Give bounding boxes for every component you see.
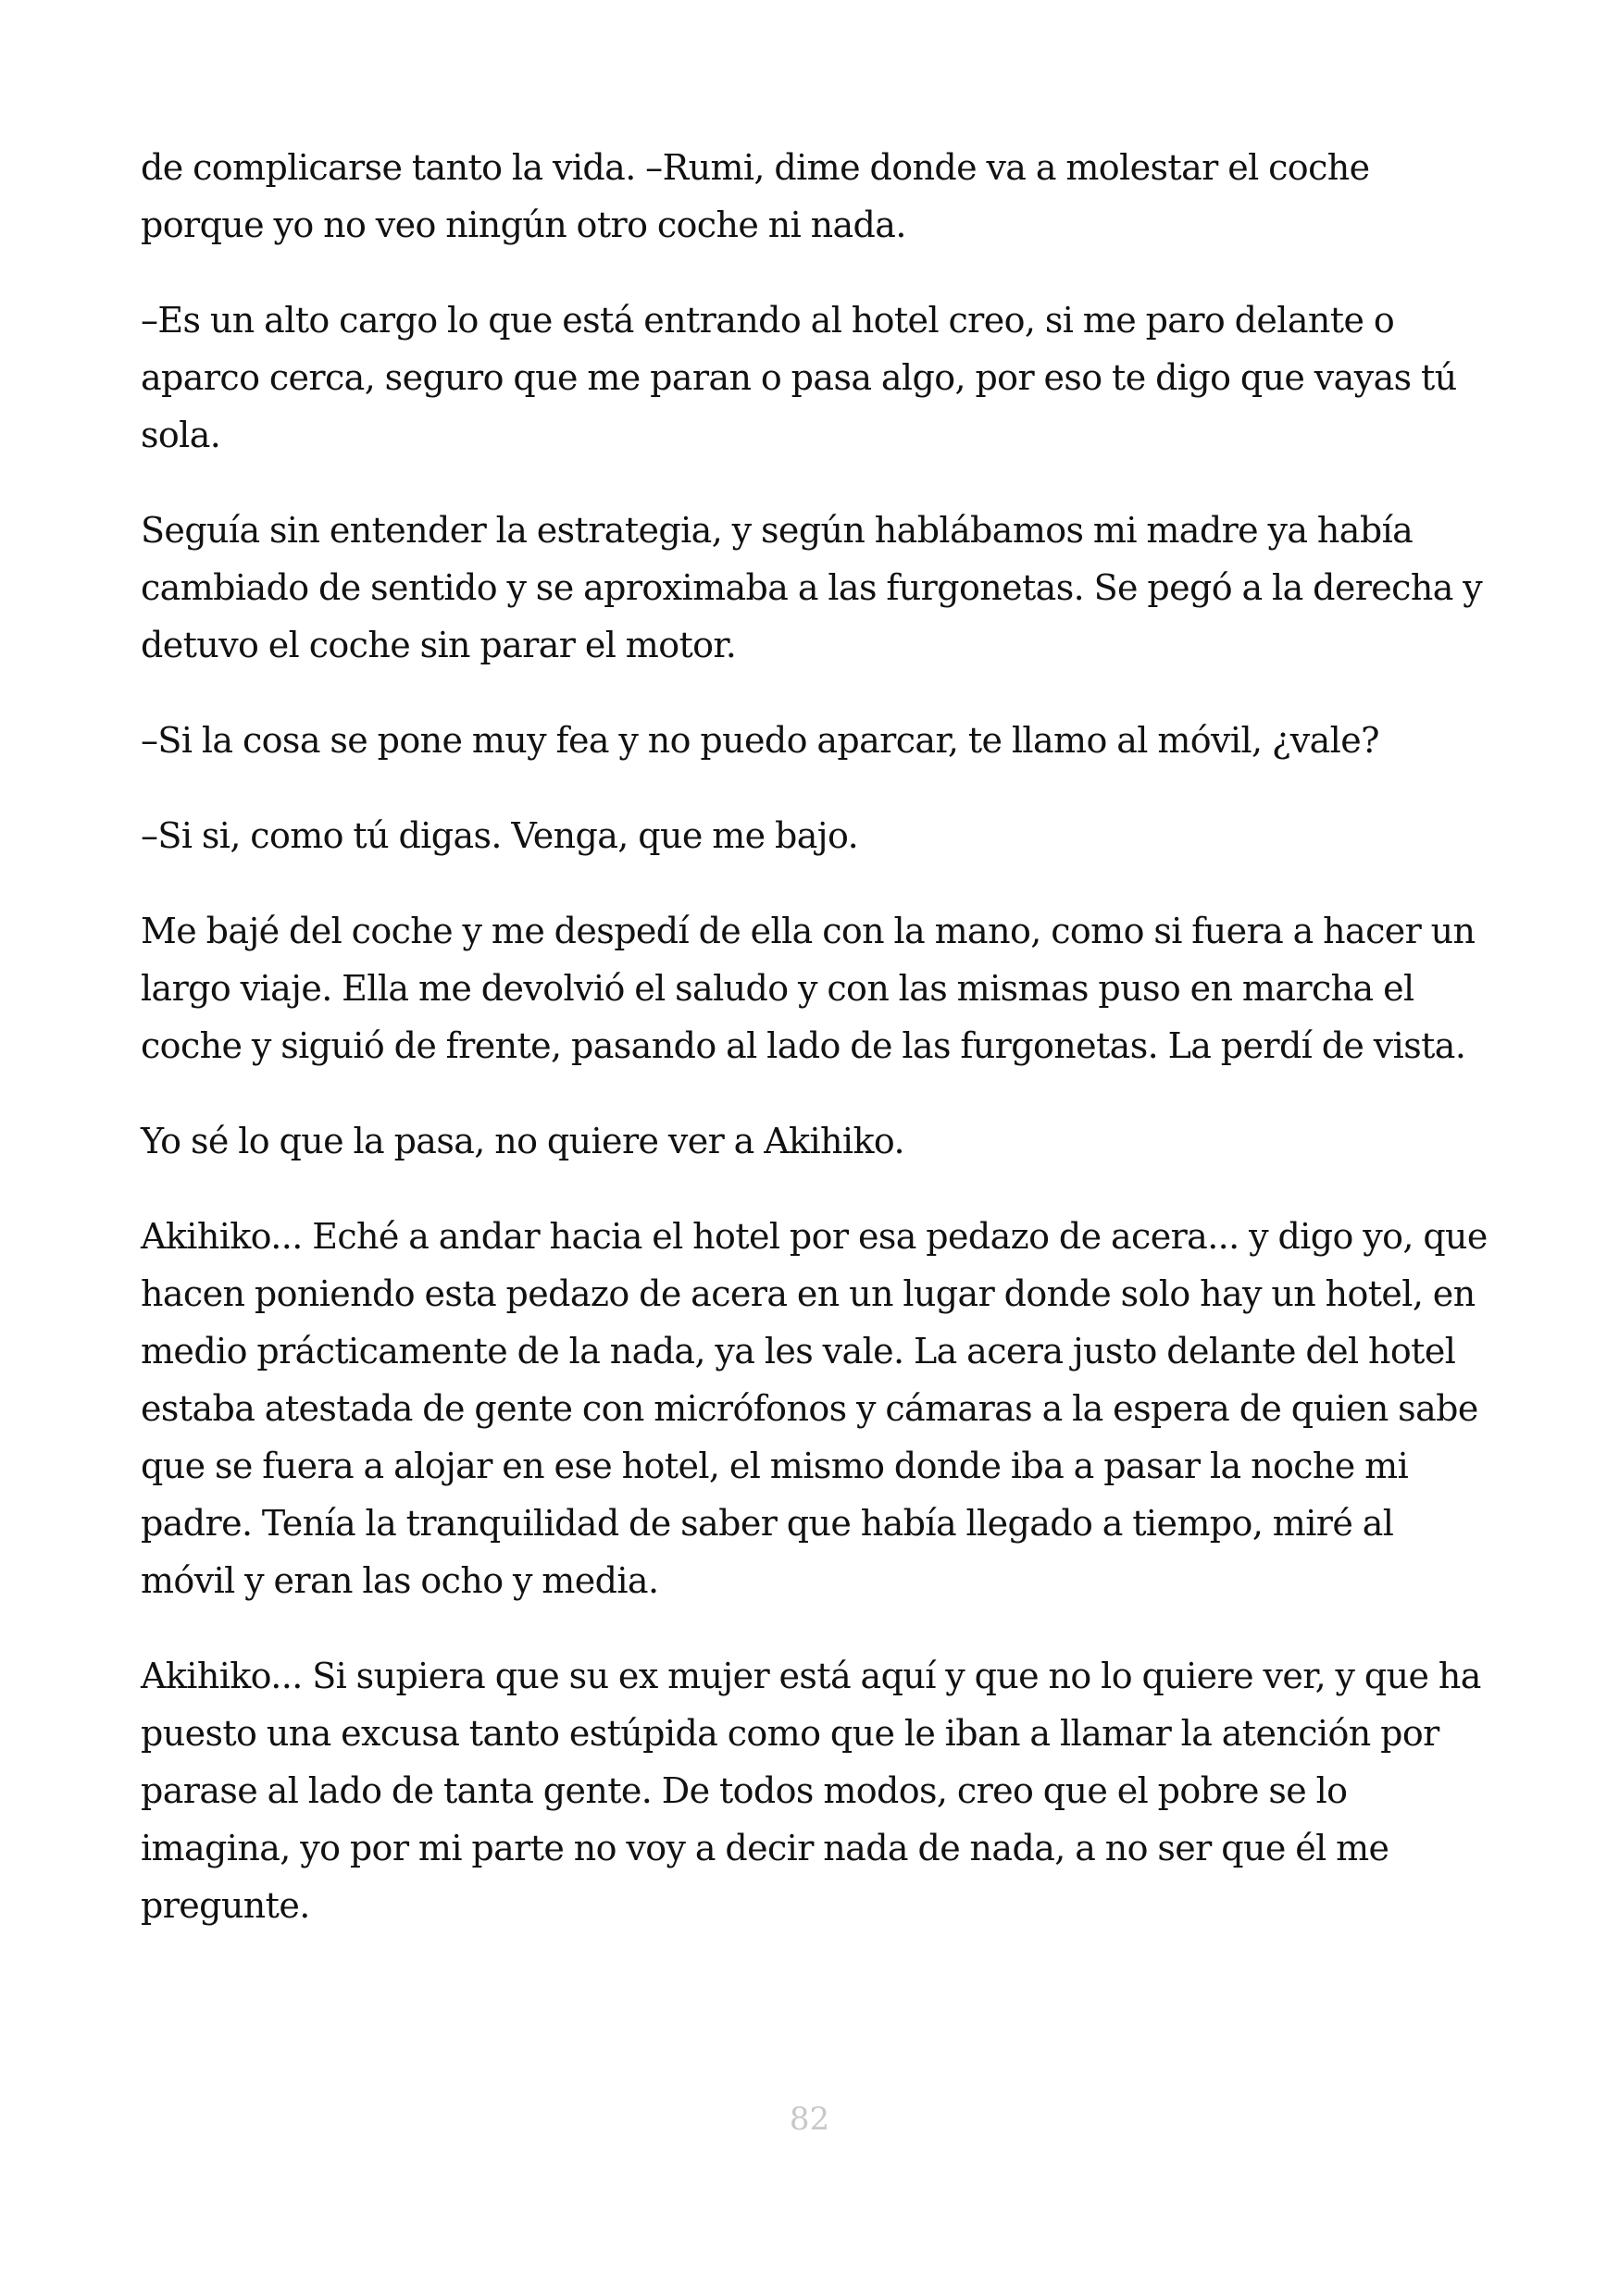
paragraph: Akihiko... Eché a andar hacia el hotel por esa pedazo de acera... y digo yo, que hacen poniendo esta pedazo de acera en un lugar donde solo hay un hotel, en medio prácticamente de la nada, ya les vale. La acera justo delante del hotel estaba atestada de gente con micrófonos y cámaras a la espera de quien sabe que se fuera a alojar en ese hotel, el mismo donde iba a pasar la noche mi padre. Tenía la tranquilidad de saber que había llegado a tiempo, miré al móvil y eran las ocho y media. [141, 1216, 1488, 1601]
page-number: 82 [789, 2101, 830, 2138]
paragraph: –Si si, como tú digas. Venga, que me bajo. [141, 815, 859, 856]
paragraph: de complicarse tanto la vida. –Rumi, dime donde va a molestar el coche porque yo no veo ningún otro coche ni nada. [141, 147, 1370, 245]
paragraph: –Es un alto cargo lo que está entrando al hotel creo, si me paro delante o aparco cerca, seguro que me paran o pasa algo, por eso te digo que vayas tú sola. [141, 300, 1457, 455]
page-body [141, 139, 1492, 1972]
paragraph: Me bajé del coche y me despedí de ella con la mano, como si fuera a hacer un largo viaje. Ella me devolvió el saludo y con las mismas puso en marcha el coche y siguió de frente, pasando al lado de las furgonetas. La perdí de vista. [141, 911, 1476, 1066]
paragraph: Akihiko... Si supiera que su ex mujer está aquí y que no lo quiere ver, y que ha puesto una excusa tanto estúpida como que le iban a llamar la atención por parase al lado de tanta gente. De todos modos, creo que el pobre se lo imagina, yo por mi parte no voy a decir nada de nada, a no ser que él me pregunte. [141, 1656, 1481, 1926]
paragraph: Seguía sin entender la estrategia, y según hablábamos mi madre ya había cambiado de sentido y se aproximaba a las furgonetas. Se pegó a la derecha y detuvo el coche sin parar el motor. [141, 510, 1483, 665]
paragraph: –Si la cosa se pone muy fea y no puedo aparcar, te llamo al móvil, ¿vale? [141, 720, 1379, 761]
paragraph: Yo sé lo que la pasa, no quiere ver a Akihiko. [141, 1121, 904, 1161]
